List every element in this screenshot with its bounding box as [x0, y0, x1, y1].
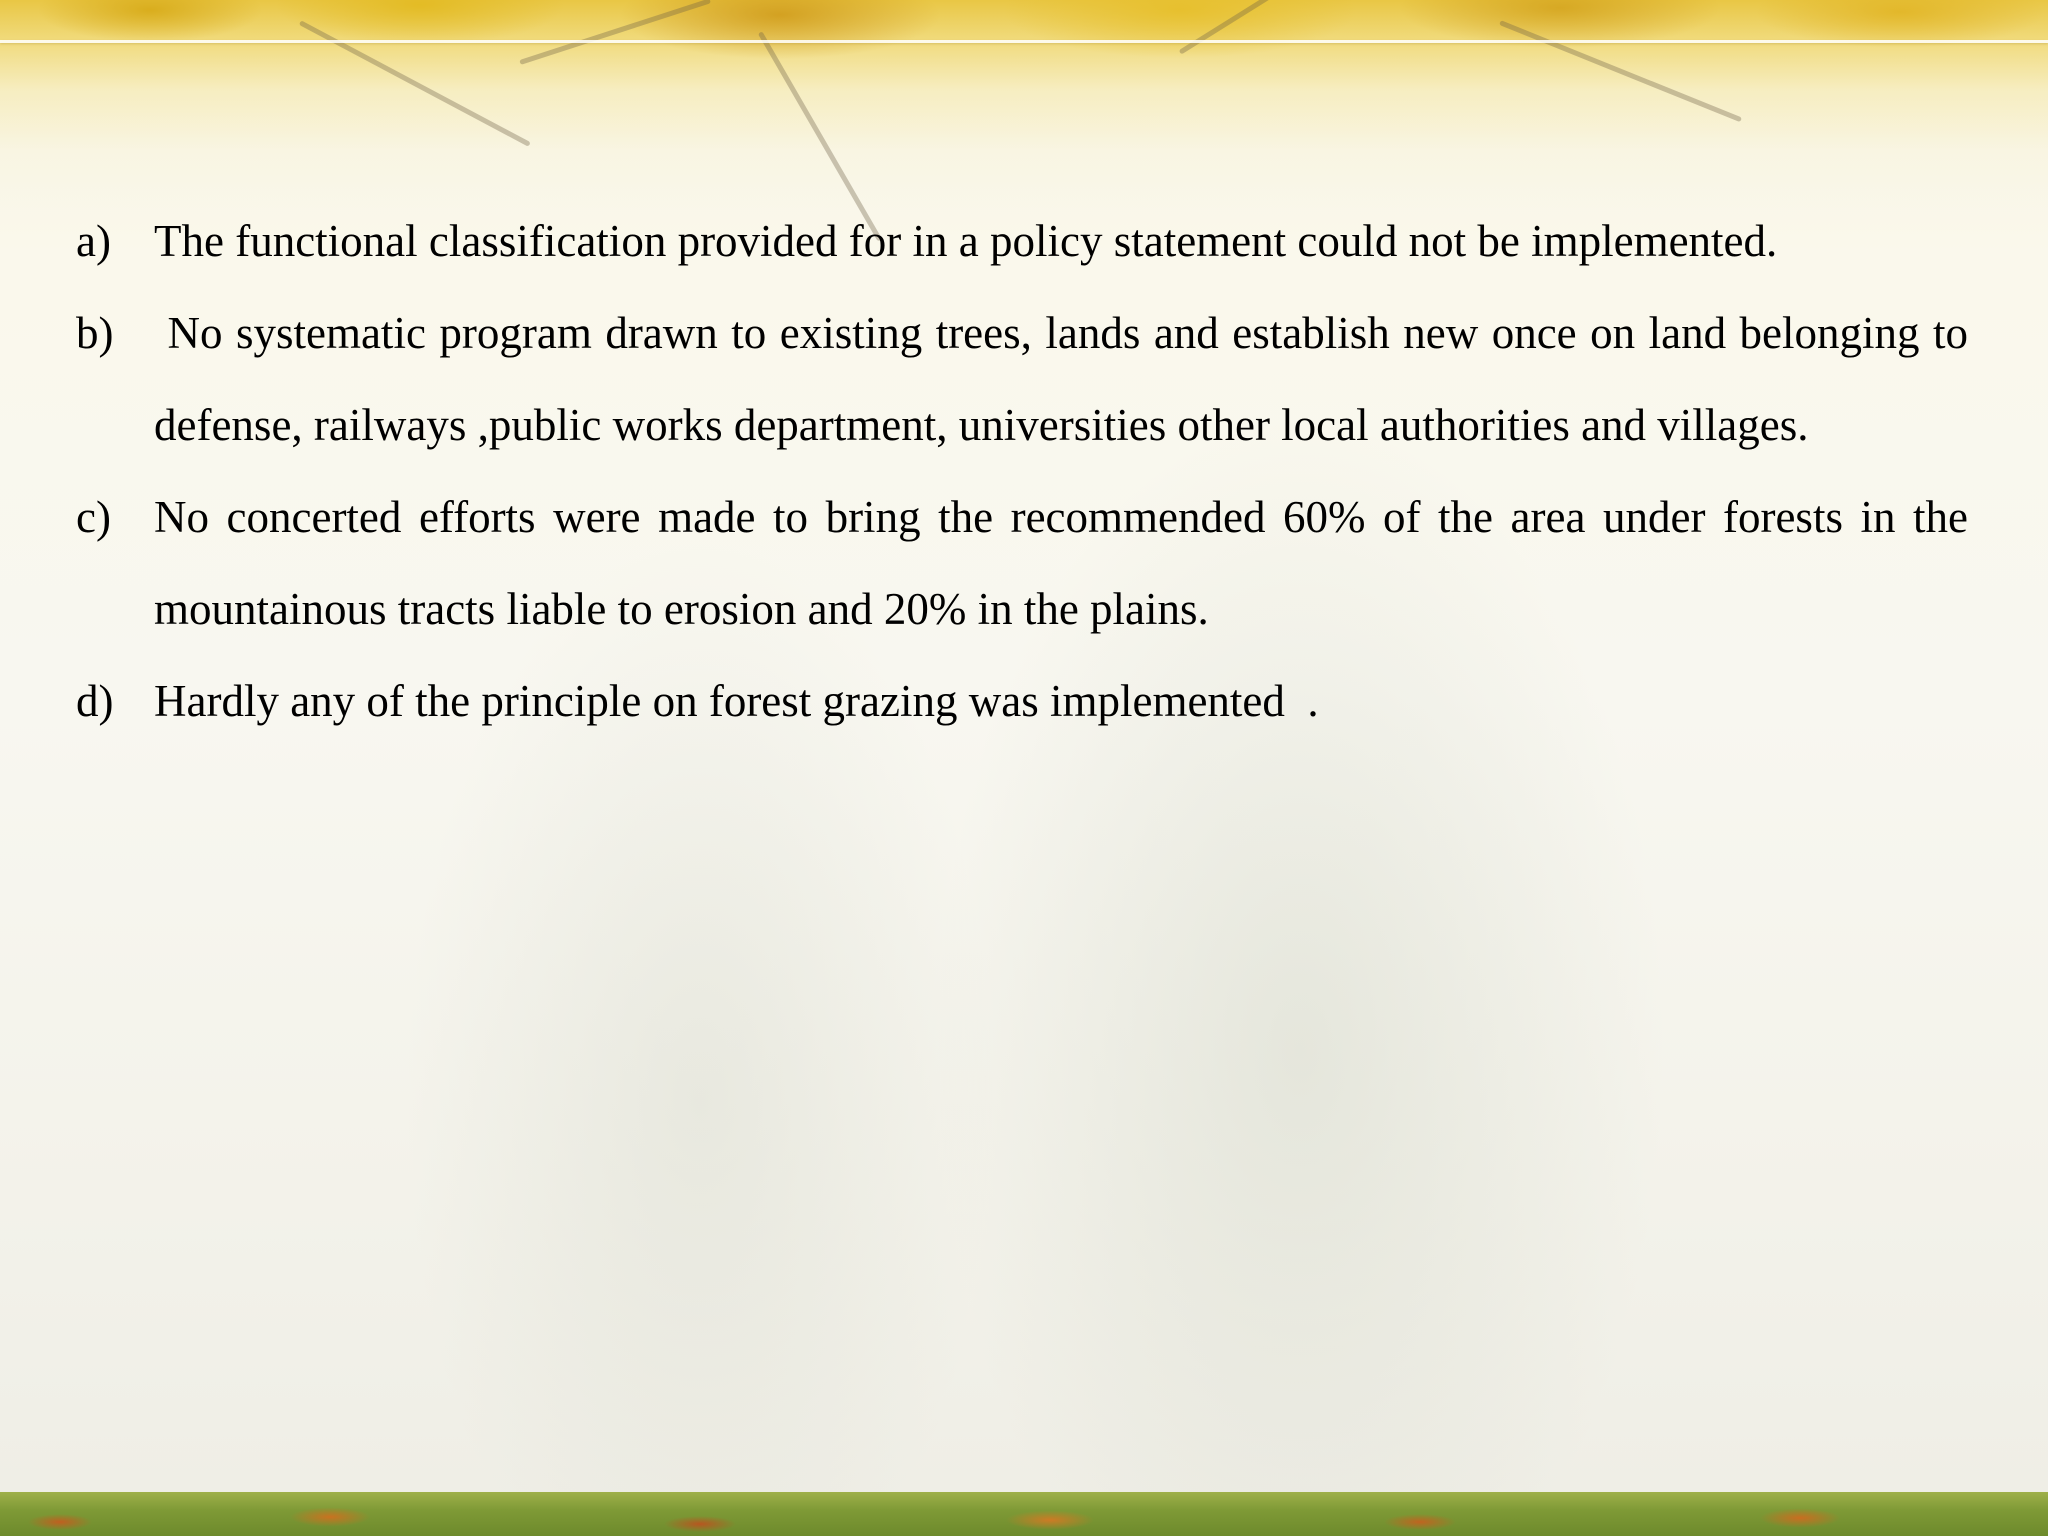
list-item	[76, 195, 1968, 287]
list-item	[76, 655, 1968, 747]
list-marker: d)	[76, 676, 114, 726]
header-divider-line	[0, 40, 2048, 43]
list-marker: b)	[76, 308, 114, 358]
autumn-foliage-banner	[0, 0, 2048, 200]
grass-leaves-footer	[0, 1492, 2048, 1536]
list-marker: c)	[76, 492, 111, 542]
list-item-text: The functional classification provided for in a policy statement could not be implemented.	[154, 216, 1778, 266]
list-item-text: No concerted efforts were made to bring the recommended 60% of the area under forests in the mountainous tracts liable to erosion and 20% in the plains.	[154, 492, 1968, 634]
list-marker: a)	[76, 216, 111, 266]
list-item	[76, 471, 1968, 655]
list-item-text: Hardly any of the principle on forest grazing was implemented .	[154, 676, 1319, 726]
list-item-text: No systematic program drawn to existing trees, lands and establish new once on land belonging to defense, railways ,public works department, universities other local authorities and villages.	[154, 308, 1980, 450]
bullet-list	[76, 195, 1980, 747]
list-item	[76, 287, 1980, 471]
